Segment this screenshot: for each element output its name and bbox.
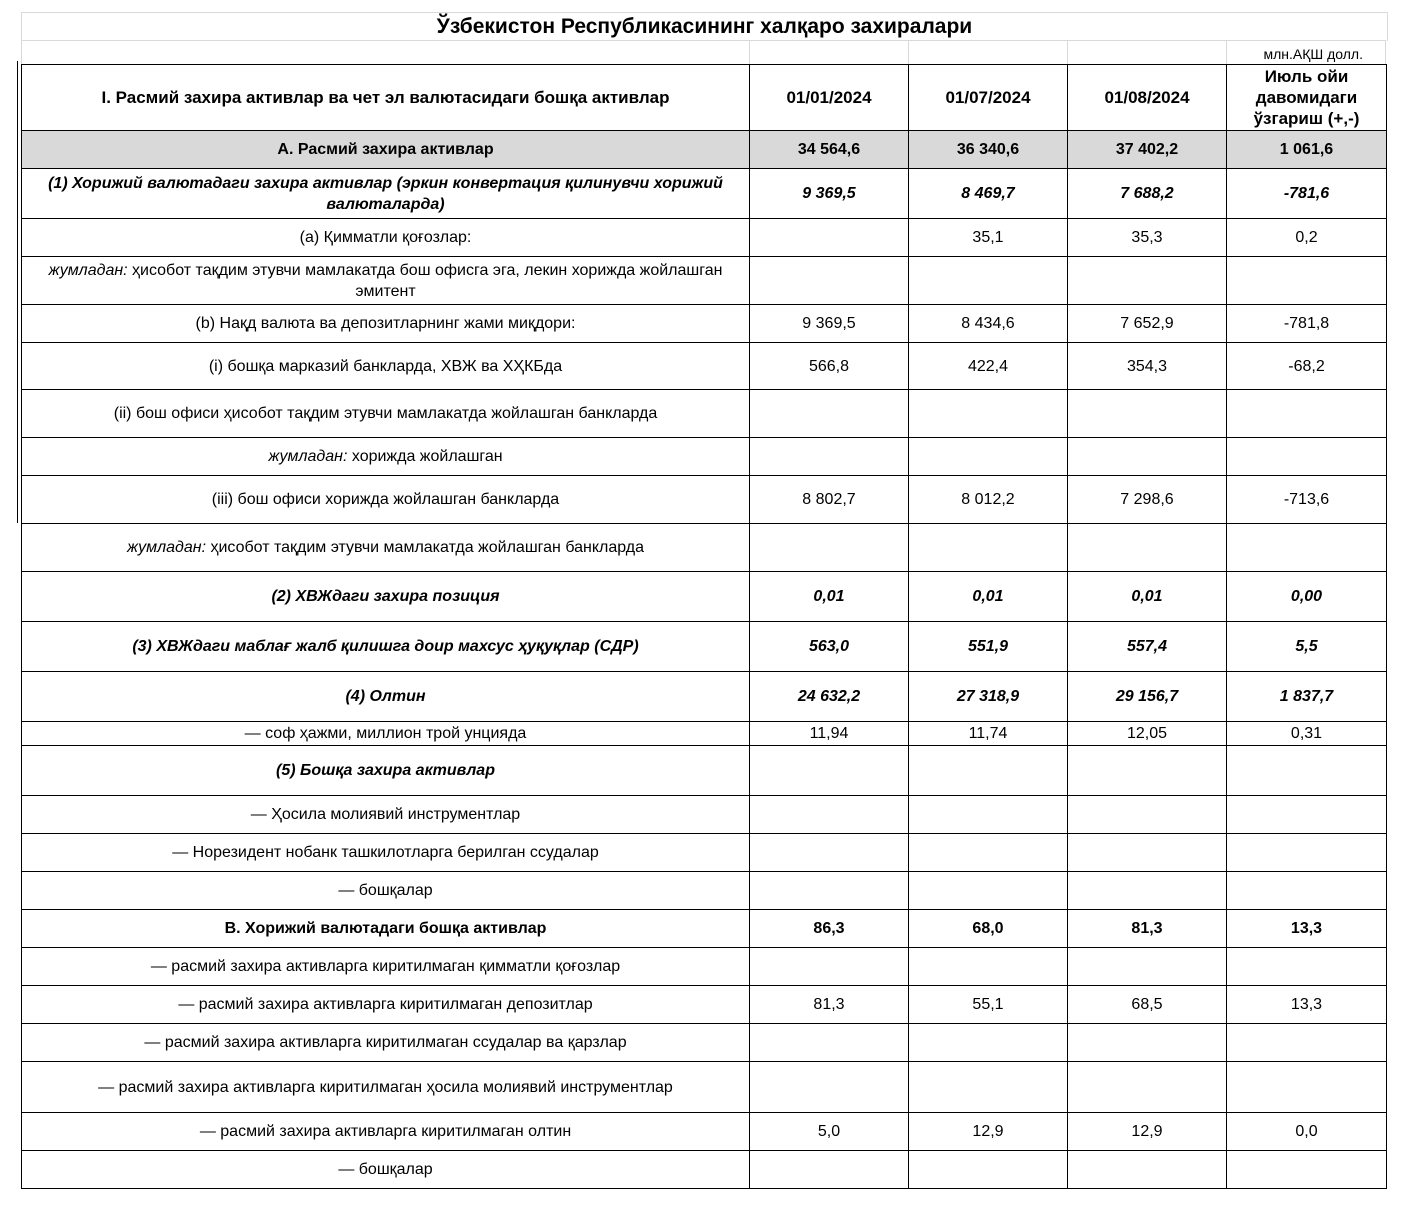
page-title: Ўзбекистон Республикасининг халқаро захиралари [21,12,1388,41]
row-value-4: 13,3 [1227,910,1387,948]
table-row [22,343,1387,390]
row-prefix: жумладан: [48,261,128,279]
row-value-1: 81,3 [750,986,909,1024]
row-value-2: 8 434,6 [909,305,1068,343]
row-value-2: 551,9 [909,622,1068,672]
table-row [22,169,1387,219]
row-value-3 [1068,872,1227,910]
row-value-2 [909,1151,1068,1189]
header-label: I. Расмий захира активлар ва чет эл валютасидаги бошқа активлар [22,65,750,131]
row-label: — расмий захира активларга киритилмаган депозитлар [22,986,750,1024]
table-header-row [22,65,1387,131]
row-value-4 [1227,948,1387,986]
row-label: (5) Бошқа захира активлар [22,746,750,796]
row-value-2: 8 012,2 [909,476,1068,524]
header-date-2: 01/07/2024 [909,65,1068,131]
row-value-4: 13,3 [1227,986,1387,1024]
row-value-1 [750,1024,909,1062]
table-row [22,796,1387,834]
row-value-3: 12,05 [1068,722,1227,746]
table-row [22,948,1387,986]
row-value-3: 35,3 [1068,219,1227,257]
row-value-2: 0,01 [909,572,1068,622]
row-label [22,438,750,476]
row-value-3: 557,4 [1068,622,1227,672]
row-value-1 [750,834,909,872]
row-label: — Норезидент нобанк ташкилотларга берилган ссудалар [22,834,750,872]
row-value-1: 34 564,6 [750,131,909,169]
row-value-3: 37 402,2 [1068,131,1227,169]
row-value-3 [1068,948,1227,986]
row-value-4: 0,0 [1227,1113,1387,1151]
row-value-3: 29 156,7 [1068,672,1227,722]
row-label: — расмий захира активларга киритилмаган қимматли қоғозлар [22,948,750,986]
table-row [22,257,1387,305]
row-value-1 [750,438,909,476]
row-value-4: 1 837,7 [1227,672,1387,722]
row-value-4 [1227,872,1387,910]
unit-row-divider [749,41,750,64]
row-value-2 [909,834,1068,872]
table-row [22,476,1387,524]
row-label: — расмий захира активларга киритилмаган ссудалар ва қарзлар [22,1024,750,1062]
row-value-1: 9 369,5 [750,169,909,219]
row-value-1: 8 802,7 [750,476,909,524]
row-prefix: жумладан: [126,539,207,556]
row-value-4: 1 061,6 [1227,131,1387,169]
table-row [22,722,1387,746]
row-value-1 [750,524,909,572]
row-label: (a) Қимматли қоғозлар: [22,219,750,257]
row-value-1 [750,872,909,910]
row-value-3 [1068,796,1227,834]
row-label: (4) Олтин [22,672,750,722]
row-value-3 [1068,1024,1227,1062]
row-value-4: -781,8 [1227,305,1387,343]
left-border-line [17,61,18,523]
row-value-2 [909,1024,1068,1062]
table-row [22,746,1387,796]
row-label: — бошқалар [22,872,750,910]
table-row [22,438,1387,476]
table-row [22,219,1387,257]
row-label-text: ҳисобот тақдим этувчи мамлакатда бош офисга эга, лекин хорижда жойлашган эмитент [127,261,723,300]
row-value-2: 68,0 [909,910,1068,948]
unit-row-divider [1067,41,1068,64]
row-value-2 [909,948,1068,986]
row-value-4: 0,31 [1227,722,1387,746]
table-row [22,1062,1387,1113]
row-value-3: 68,5 [1068,986,1227,1024]
row-label: — расмий захира активларга киритилмаган олтин [22,1113,750,1151]
row-value-4 [1227,796,1387,834]
table-row [22,131,1387,169]
table-row [22,834,1387,872]
row-value-3 [1068,257,1227,305]
row-value-1 [750,746,909,796]
row-label: B. Хорижий валютадаги бошқа активлар [22,910,750,948]
row-value-3: 81,3 [1068,910,1227,948]
row-value-4 [1227,1062,1387,1113]
row-label: (i) бошқа марказий банкларда, ХВЖ ва ХҲКБда [22,343,750,390]
row-value-3: 354,3 [1068,343,1227,390]
row-value-1 [750,219,909,257]
row-value-1: 566,8 [750,343,909,390]
row-label-text: ҳисобот тақдим этувчи мамлакатда жойлашган банкларда [206,539,645,556]
row-value-2 [909,524,1068,572]
row-value-3 [1068,834,1227,872]
row-value-1: 86,3 [750,910,909,948]
row-value-3: 0,01 [1068,572,1227,622]
row-label [22,524,750,572]
row-value-3 [1068,1062,1227,1113]
row-label: — Ҳосила молиявий инструментлар [22,796,750,834]
row-value-3 [1068,524,1227,572]
row-value-2: 422,4 [909,343,1068,390]
row-label: (b) Нақд валюта ва депозитларнинг жами миқдори: [22,305,750,343]
row-value-3: 12,9 [1068,1113,1227,1151]
row-value-4 [1227,746,1387,796]
table-row [22,1113,1387,1151]
row-value-3: 7 688,2 [1068,169,1227,219]
table-row [22,305,1387,343]
table-row [22,572,1387,622]
row-value-4: 5,5 [1227,622,1387,672]
table-row [22,1024,1387,1062]
table-row [22,390,1387,438]
unit-label: млн.АҚШ долл. [1263,46,1363,62]
unit-row [21,40,1386,64]
row-value-2: 12,9 [909,1113,1068,1151]
row-value-2: 8 469,7 [909,169,1068,219]
row-value-4 [1227,390,1387,438]
row-value-2 [909,438,1068,476]
row-value-1: 11,94 [750,722,909,746]
table-row [22,986,1387,1024]
row-label-text: хорижда жойлашган [347,448,503,465]
row-label: (ii) бош офиси ҳисобот тақдим этувчи мамлакатда жойлашган банкларда [22,390,750,438]
row-value-1 [750,1151,909,1189]
unit-row-divider [908,41,909,64]
header-change: Июль ойи давомидаги ўзгариш (+,-) [1227,65,1387,131]
row-value-3 [1068,438,1227,476]
header-date-3: 01/08/2024 [1068,65,1227,131]
row-value-4: -781,6 [1227,169,1387,219]
reserves-table [21,64,1387,1189]
row-value-1: 563,0 [750,622,909,672]
table-row [22,910,1387,948]
row-value-2 [909,796,1068,834]
row-label: (iii) бош офиси хорижда жойлашган банкларда [22,476,750,524]
row-label: — соф ҳажми, миллион трой унцияда [22,722,750,746]
row-value-3 [1068,746,1227,796]
row-value-4 [1227,438,1387,476]
row-value-1 [750,390,909,438]
row-value-3: 7 298,6 [1068,476,1227,524]
row-value-1: 0,01 [750,572,909,622]
row-value-4 [1227,1151,1387,1189]
row-value-1: 24 632,2 [750,672,909,722]
row-value-4 [1227,834,1387,872]
row-value-4: -68,2 [1227,343,1387,390]
row-label: А. Расмий захира активлар [22,131,750,169]
table-row [22,872,1387,910]
row-label: (3) ХВЖдаги маблағ жалб қилишга доир махсус ҳуқуқлар (СДР) [22,622,750,672]
row-value-2: 36 340,6 [909,131,1068,169]
row-value-4 [1227,1024,1387,1062]
row-value-3 [1068,1151,1227,1189]
row-value-3 [1068,390,1227,438]
row-label: — бошқалар [22,1151,750,1189]
row-label: — расмий захира активларга киритилмаган ҳосила молиявий инструментлар [22,1062,750,1113]
row-value-1: 5,0 [750,1113,909,1151]
header-date-1: 01/01/2024 [750,65,909,131]
row-prefix: жумладан: [268,448,348,465]
row-value-2 [909,390,1068,438]
row-label: (1) Хорижий валютадаги захира активлар (эркин конвертация қилинувчи хорижий валюталарда) [22,169,750,219]
row-value-1 [750,257,909,305]
table-row [22,1151,1387,1189]
row-value-2 [909,746,1068,796]
row-value-2: 27 318,9 [909,672,1068,722]
row-label [22,257,750,305]
row-value-1: 9 369,5 [750,305,909,343]
row-value-4: 0,2 [1227,219,1387,257]
table-row [22,672,1387,722]
row-value-4 [1227,524,1387,572]
row-value-2: 55,1 [909,986,1068,1024]
row-value-1 [750,1062,909,1113]
row-value-3: 7 652,9 [1068,305,1227,343]
row-value-2 [909,257,1068,305]
unit-row-divider [1226,41,1227,64]
row-value-4: -713,6 [1227,476,1387,524]
table-row [22,524,1387,572]
row-value-4 [1227,257,1387,305]
row-label: (2) ХВЖдаги захира позиция [22,572,750,622]
row-value-2: 35,1 [909,219,1068,257]
row-value-2: 11,74 [909,722,1068,746]
row-value-2 [909,872,1068,910]
row-value-1 [750,948,909,986]
row-value-4: 0,00 [1227,572,1387,622]
row-value-2 [909,1062,1068,1113]
row-value-1 [750,796,909,834]
table-row [22,622,1387,672]
